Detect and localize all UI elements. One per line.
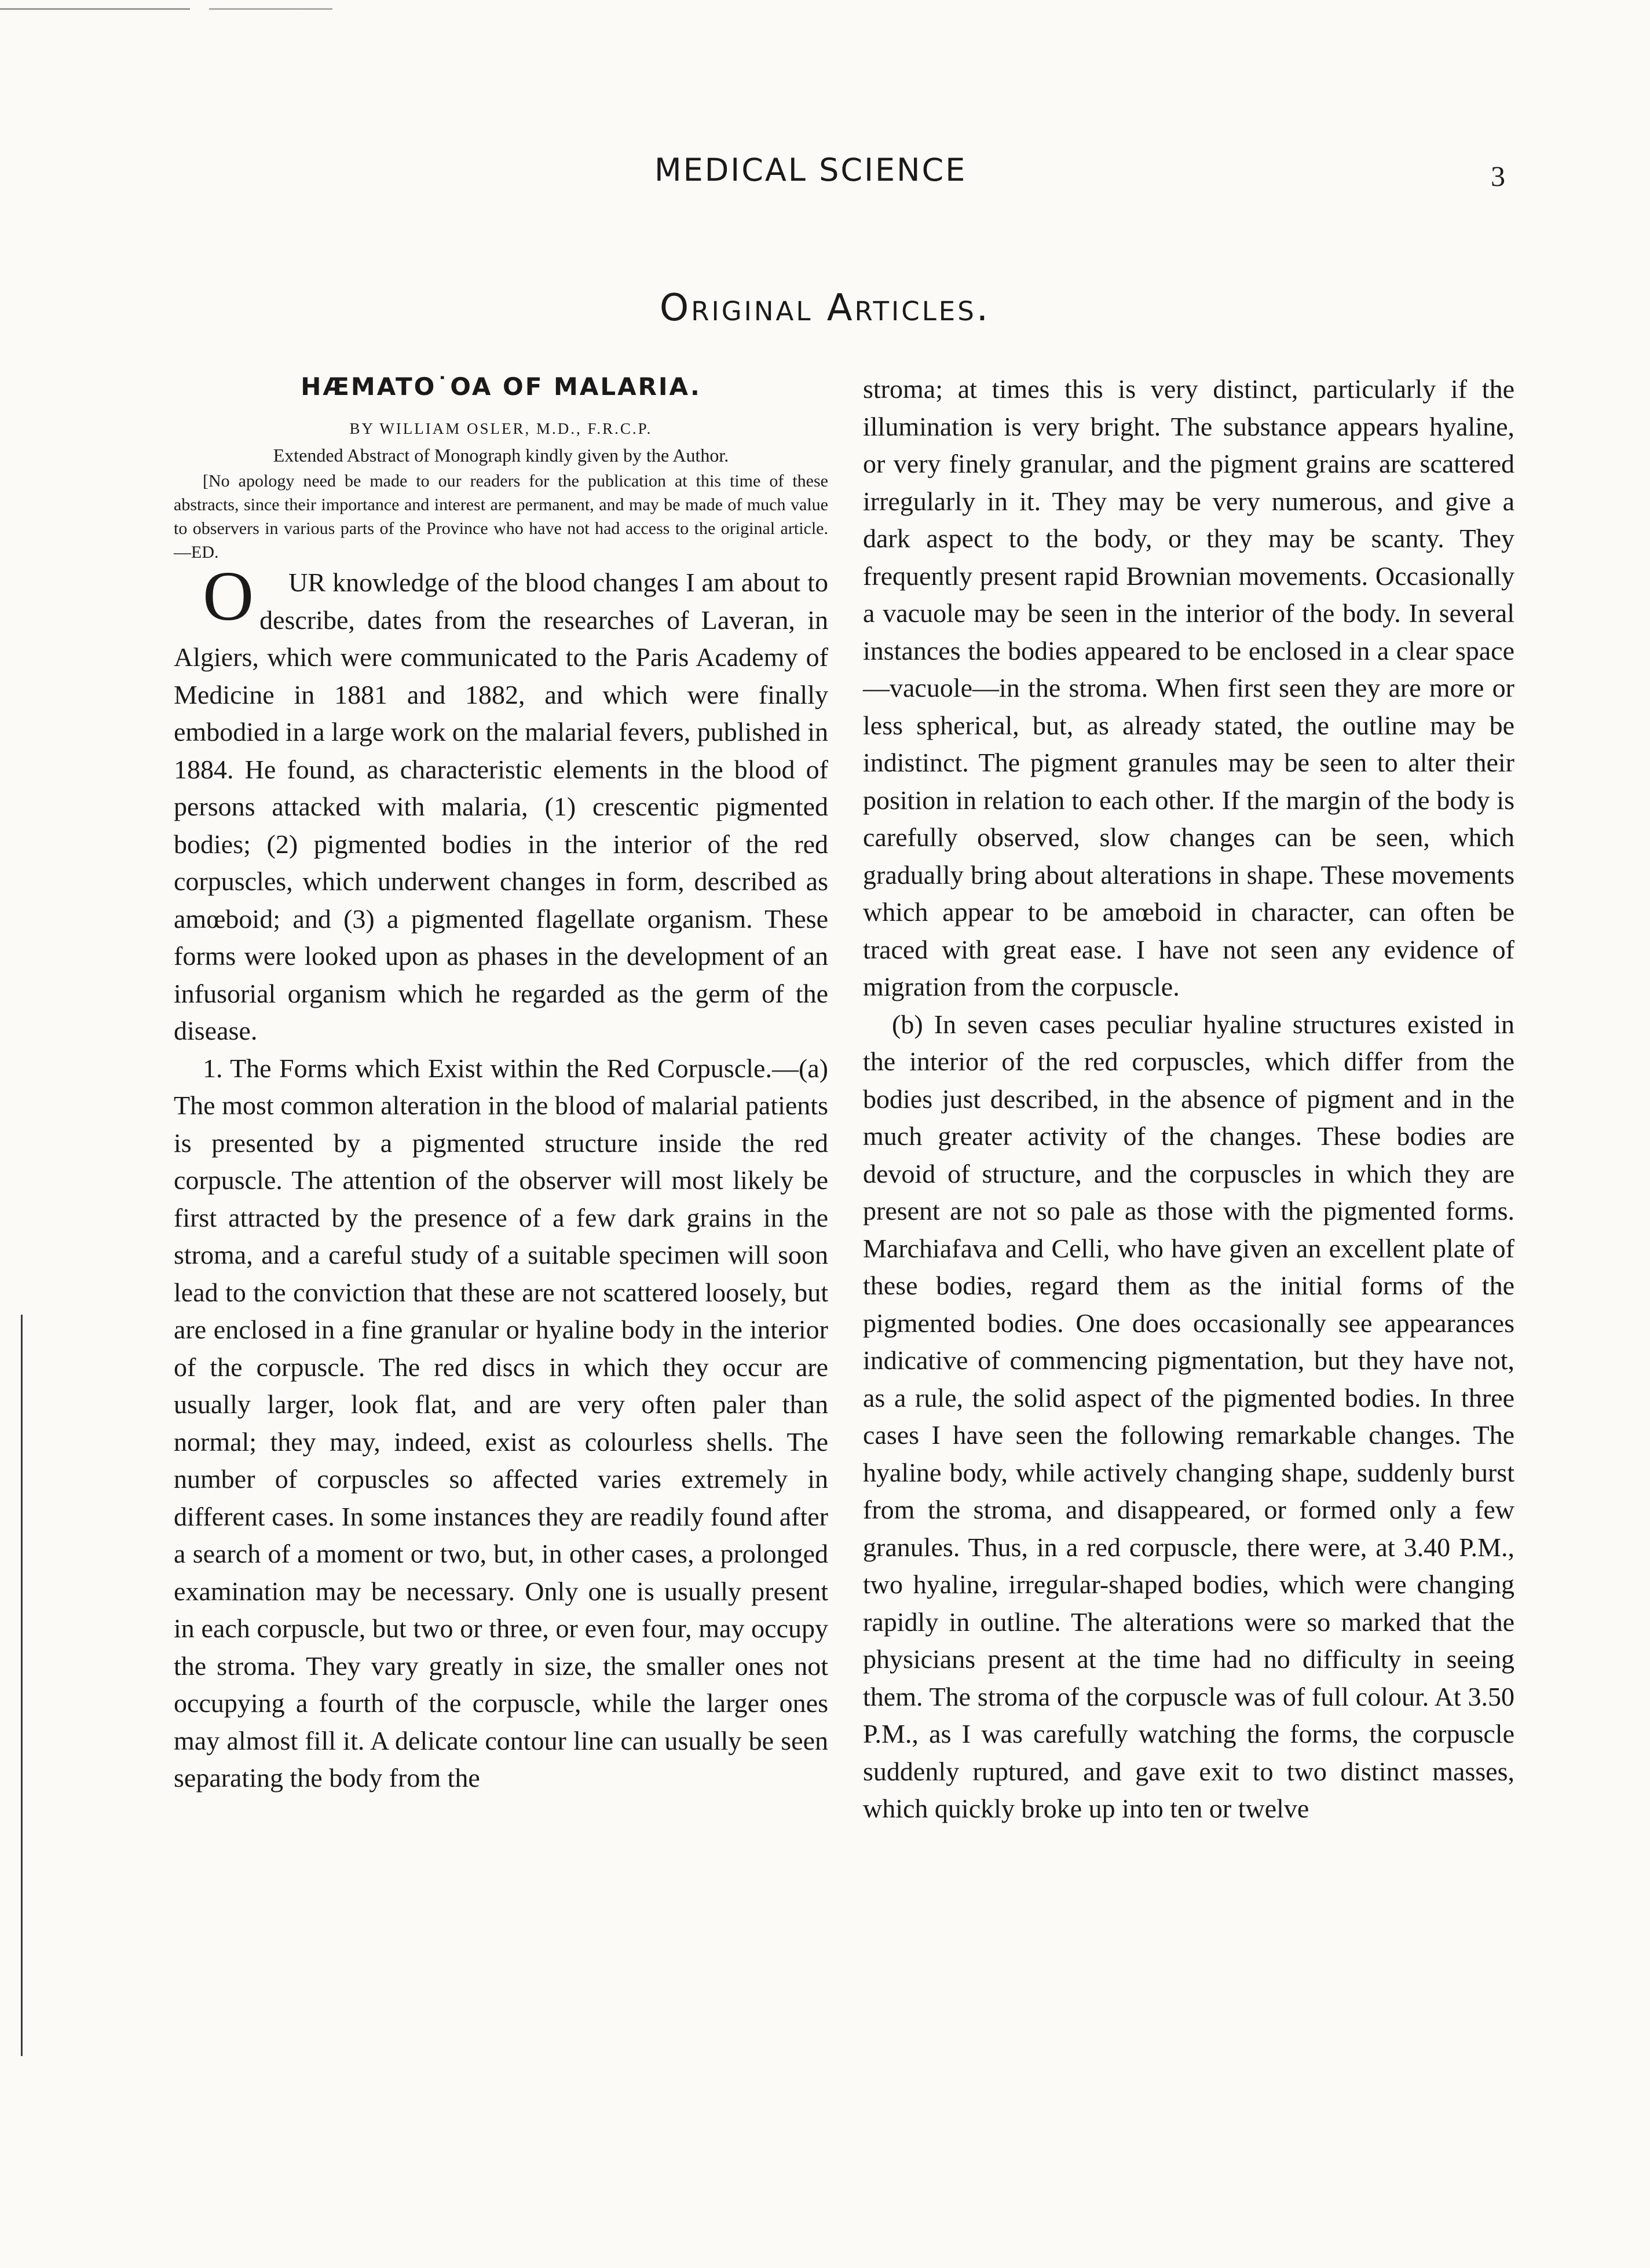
- opening-paragraph-text: UR knowledge of the blood changes I am about to describe, dates from the researches of Laveran, in Algiers, which were communicated to the Paris Academy of Medicine in 1881 and 1882, and which were finally embodied in a large work on the malarial fevers, published in 1884. He found, as characteristic elements in the blood of persons attacked with malaria, (1) crescentic pigmented bodies; (2) pigmented bodies in the interior of the red corpuscles, which underwent changes in form, described as amœboid; and (3) a pigmented flagellate organism. These forms were looked upon as phases in the development of an infusorial organism which he regarded as the germ of the disease.: [174, 568, 828, 1045]
- body-paragraph: 1. The Forms which Exist within the Red Corpuscle.—(a) The most common alteration in the blood of malarial patients is presented by a pigmented structure inside the red corpuscle. The attention of the observer will most likely be first attracted by the presence of a few dark grains in the stroma, and a careful study of a suitable specimen will soon lead to the conviction that these are not scattered loosely, but are enclosed in a fine granular or hyaline body in the interior of the corpuscle. The red discs in which they occur are usually larger, look flat, and are very often paler than normal; they may, indeed, exist as colourless shells. The number of corpuscles so affected varies extremely in different cases. In some instances they are readily found after a search of a moment or two, but, in other cases, a prolonged examination may be necessary. Only one is usually present in each corpuscle, but two or three, or even four, may occupy the stroma. They vary greatly in size, the smaller ones not occupying a fourth of the corpuscle, while the larger ones may almost fill it. A delicate contour line can usually be seen separating the body from the: [174, 1053, 828, 1793]
- scan-top-rule: [0, 8, 475, 10]
- editor-note: [No apology need be made to our readers for the publication at this time of these abstracts, since their importance and interest are permanent, and may be made of much value to observers in various parts of the Province who have not had access to the original article. —ED.: [174, 471, 828, 562]
- page-number: 3: [1491, 160, 1505, 192]
- body-paragraph: (b) In seven cases peculiar hyaline structures existed in the interior of the red corpuscles, which differ from the bodies just described, in the absence of pigment and in the much greater activity of the changes. These bodies are devoid of structure, and the corpuscles in which they are present are not so pale as those with the pigmented forms. Marchiafava and Celli, who have given an excellent plate of these bodies, regard them as the initial forms of the pigmented bodies. One does occasionally see appearances indicative of commencing pigmentation, but they have not, as a rule, the solid aspect of the pigmented bodies. In three cases I have seen the following remarkable changes. The hyaline body, while actively changing shape, suddenly burst from the stroma, and disappeared, or formed only a few granules. Thus, in a red corpuscle, there were, at 3.40 P.M., two hyaline, irregular-shaped bodies, which were changing rapidly in outline. The alterations were so marked that the physicians present at the time had no difficulty in seeing them. The stroma of the corpuscle was of full colour. At 3.50 P.M., as I was carefully watching the forms, the corpuscle suddenly ruptured, and gave exit to two distinct masses, which quickly broke up into ten or twelve: [863, 1009, 1514, 1823]
- opening-paragraph: [174, 557, 828, 1050]
- right-column: [863, 371, 1514, 1828]
- section-title: Original Articles.: [659, 287, 991, 330]
- article-byline: BY WILLIAM OSLER, M.D., F.R.C.P.: [349, 420, 653, 437]
- body-paragraph: stroma; at times this is very distinct, particularly if the illumination is very bright. The substance appears hyaline, or very finely granular, and the pigment grains are scattered irregularly in it. They may be very numerous, and give a dark aspect to the body, or they may be scanty. They frequently present rapid Brownian movements. Occasionally a vacuole may be seen in the interior of the body. In several instances the bodies appeared to be enclosed in a clear space—vacuole—in the stroma. When first seen they are more or less spherical, but, as already stated, the outline may be indistinct. The pigment granules may be seen to alter their position in relation to each other. If the margin of the body is carefully observed, slow changes can be seen, which gradually bring about alterations in shape. These movements which appear to be amœboid in character, can often be traced with great ease. I have not seen any evidence of migration from the corpuscle.: [863, 374, 1514, 1001]
- drop-cap: O: [203, 557, 254, 635]
- running-head: MEDICAL SCIENCE: [654, 152, 967, 188]
- abstract-note: Extended Abstract of Monograph kindly given by the Author.: [273, 445, 729, 466]
- left-column: [174, 371, 828, 1797]
- scan-binding-line: [21, 1315, 23, 2056]
- article-title: HÆMATO˙OA OF MALARIA.: [301, 372, 701, 401]
